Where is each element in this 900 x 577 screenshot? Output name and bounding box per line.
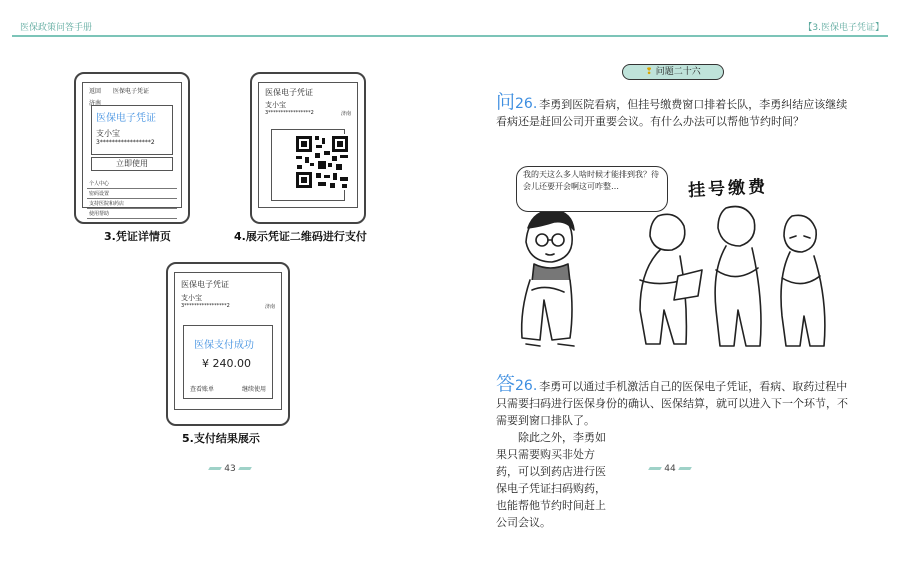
question-badge xyxy=(622,64,724,80)
back-link[interactable]: 返回 xyxy=(89,88,102,95)
header-divider xyxy=(12,35,888,37)
book-title: 医保政策问答手册 xyxy=(20,23,93,33)
chapter-title: 【3.医保电子凭证】 xyxy=(803,23,884,33)
screen-title: 医保电子凭证 xyxy=(265,88,313,97)
card-number: 3*****************2 xyxy=(181,303,230,309)
card-number-row xyxy=(175,303,281,310)
settings-menu xyxy=(87,179,177,219)
phone-screen xyxy=(174,272,282,410)
phone-screen xyxy=(82,82,182,217)
page-number-left: 43 xyxy=(200,464,260,474)
screen-title: 医保电子凭证 xyxy=(181,280,229,289)
payment-result-card xyxy=(183,325,273,399)
phone-navbar xyxy=(83,83,181,98)
answer-paragraph-2: 除此之外，李勇如果只需要购买非处方药，可以到药店进行医保电子凭证扫码购药，也能帮他节约时间赶上公司会议。 xyxy=(496,431,606,529)
view-bill-link[interactable]: 查看账单 xyxy=(190,386,215,393)
payment-amount: ¥ 240.00 xyxy=(202,357,251,370)
caption-credential-details: 3.凭证详情页 xyxy=(104,230,171,243)
menu-item-personal-center[interactable]: 个人中心 xyxy=(87,179,177,189)
caption-payment-result: 5.支付结果展示 xyxy=(182,432,260,445)
card-title: 医保电子凭证 xyxy=(96,113,156,124)
qr-code-frame xyxy=(271,129,345,201)
city-label: 济南 xyxy=(264,304,275,310)
question-badge-label: 问题二十六 xyxy=(655,67,701,77)
city-label: 济南 xyxy=(89,100,102,107)
credential-card xyxy=(91,105,173,155)
navbar-title: 医保电子凭证 xyxy=(112,88,149,95)
phone-payment-result xyxy=(166,262,290,426)
answer-text-1: 李勇可以通过手机激活自己的医保电子凭证，看病、取药过程中只需要扫码进行医保身份的确认、医保结算，就可以进入下一个环节，不需要到窗口排队了。 xyxy=(496,380,848,427)
page-number-right: 44 xyxy=(640,464,700,474)
qr-code-icon xyxy=(280,133,364,195)
use-now-button[interactable]: 立即使用 xyxy=(91,157,173,171)
phone-credential-details xyxy=(74,72,190,224)
menu-item-password[interactable]: 密码设置 xyxy=(87,189,177,199)
answer-number: 26. xyxy=(515,378,538,394)
question-block xyxy=(496,91,852,130)
answer-block xyxy=(496,373,852,577)
payment-actions xyxy=(190,384,266,393)
answer-mark: 答 xyxy=(496,373,516,395)
caption-qr-code: 4.展示凭证二维码进行支付 xyxy=(234,230,367,243)
user-name: 支小宝 xyxy=(181,294,202,302)
lightbulb-icon: ❢ xyxy=(645,67,653,77)
card-number-row xyxy=(259,110,357,117)
answer-paragraph-1 xyxy=(496,373,852,429)
question-mark: 问 xyxy=(496,91,516,113)
phone-qr-code xyxy=(250,72,366,224)
payment-success-title: 医保支付成功 xyxy=(194,340,254,351)
user-name: 支小宝 xyxy=(96,129,120,138)
question-text: 李勇到医院看病，但挂号缴费窗口排着长队，李勇纠结应该继续看病还是赶回公司开重要会议。有什么办法可以帮他节约时间？ xyxy=(496,98,848,128)
menu-item-supported-hospitals[interactable]: 支持医院和药店 xyxy=(87,199,177,209)
menu-item-help[interactable]: 使用帮助 xyxy=(87,209,177,219)
speech-bubble: 我的天这么多人啥时候才能排到我？待会儿还要开会啊这可咋整… xyxy=(516,166,668,212)
question-number: 26. xyxy=(515,96,538,112)
city-label: 济南 xyxy=(340,111,351,117)
registration-payment-sign: 挂号缴费 xyxy=(687,176,769,202)
phone-screen xyxy=(258,82,358,208)
user-name: 支小宝 xyxy=(265,101,286,109)
card-number: 3*****************2 xyxy=(96,139,155,146)
card-number: 3*****************2 xyxy=(265,110,314,116)
continue-use-link[interactable]: 继续使用 xyxy=(241,386,266,393)
